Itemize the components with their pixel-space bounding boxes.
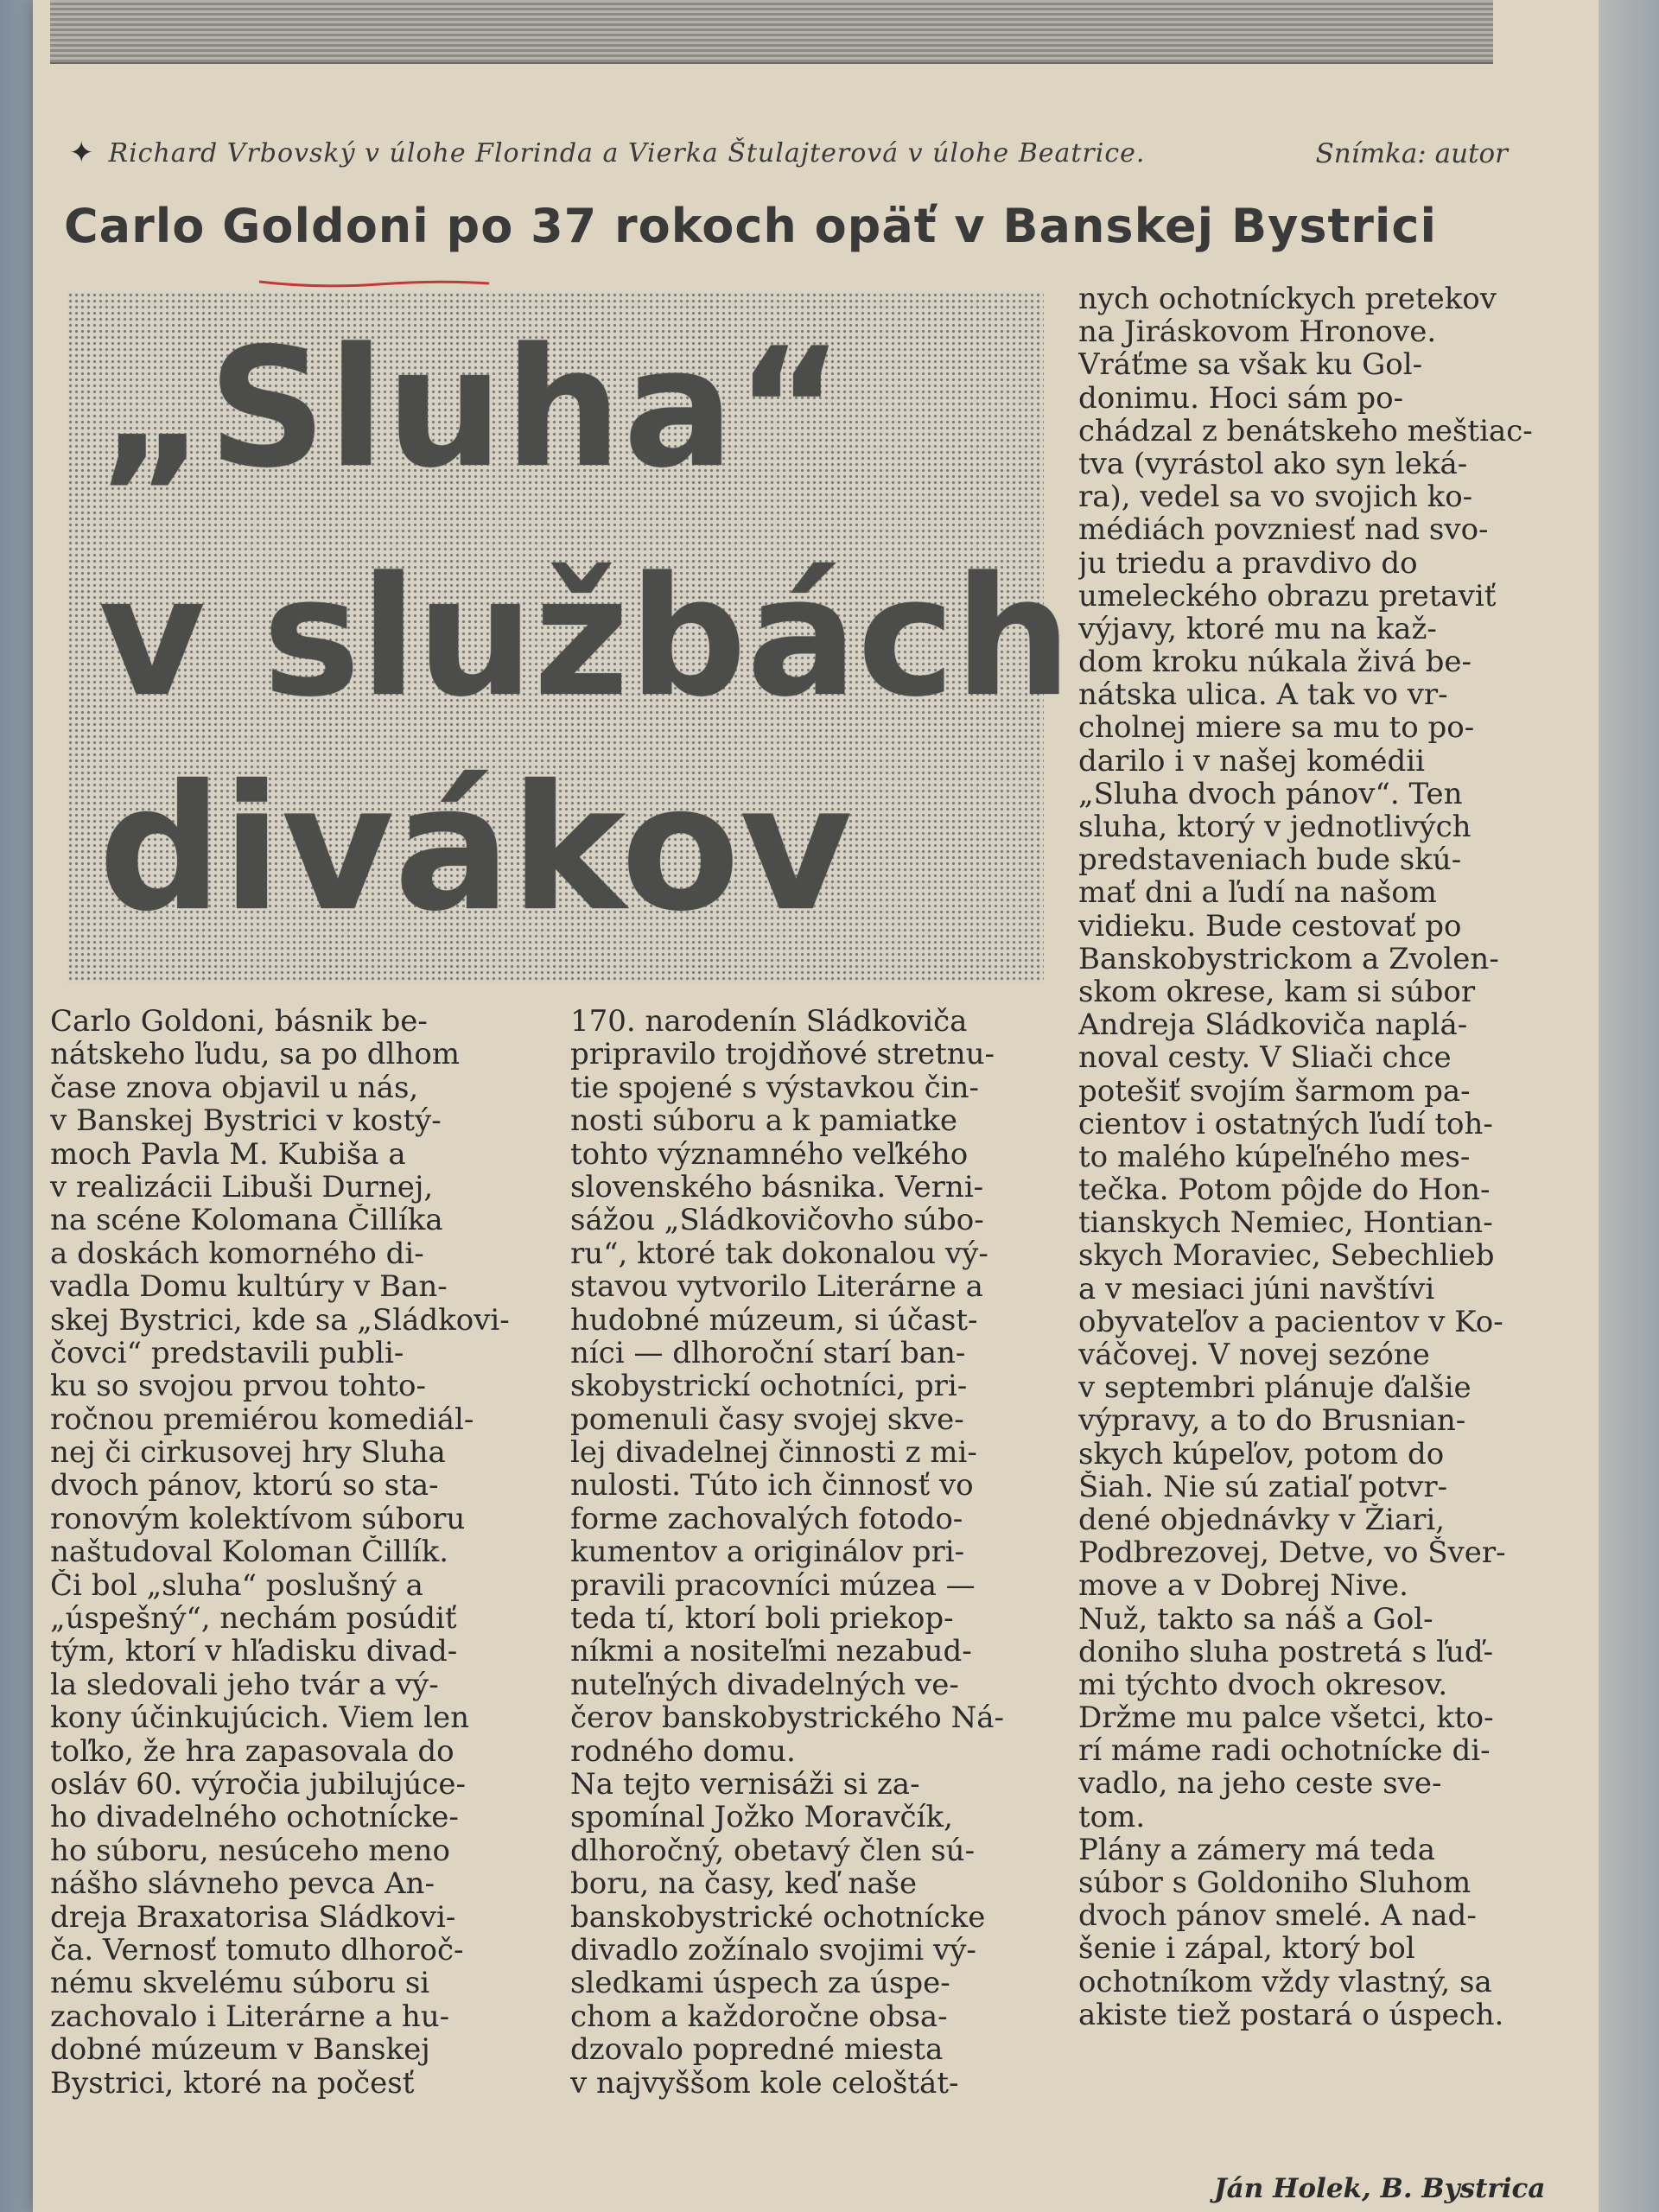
text-line: cholnej miere sa mu to po-: [1078, 711, 1475, 745]
text-line: mi týchto dvoch okresov.: [1078, 1668, 1448, 1702]
text-line: výpravy, a to do Brusnian-: [1078, 1404, 1466, 1438]
text-line: skych kúpeľov, potom do: [1078, 1437, 1445, 1471]
text-line: forme zachovalých fotodo-: [570, 1502, 963, 1536]
text-line: „Sluha dvoch pánov“. Ten: [1078, 777, 1463, 810]
text-line: tým, ktorí v hľadisku divad-: [50, 1635, 458, 1669]
text-line: dzovalo popredné miesta: [570, 2033, 944, 2067]
text-line: lej divadelnej činnosti z mi-: [570, 1436, 977, 1470]
text-line: naštudoval Koloman Čillík.: [50, 1535, 449, 1569]
text-line: nášho slávneho pevca An-: [50, 1867, 435, 1901]
text-line: tohto významného veľkého: [570, 1137, 969, 1171]
text-line: teda tí, ktorí boli priekop-: [570, 1602, 954, 1636]
text-line: slovenského básnika. Verni-: [570, 1170, 984, 1205]
text-line: na Jiráskovom Hronove.: [1078, 315, 1437, 349]
text-line: umeleckého obrazu pretaviť: [1078, 579, 1497, 613]
four-point-star-icon: ✦: [69, 136, 95, 170]
text-line: médiách povzniesť nad svo-: [1078, 513, 1489, 547]
text-line: níci — dlhoroční starí ban-: [570, 1336, 966, 1370]
text-line: vadlo, na jeho ceste sve-: [1078, 1767, 1442, 1801]
text-line: kumentov a originálov pri-: [570, 1535, 965, 1569]
text-line: kony účinkujúcich. Viem len: [50, 1701, 469, 1735]
text-line: váčovej. V novej sezóne: [1078, 1338, 1430, 1372]
text-line: dlhoročný, obetavý člen sú-: [570, 1834, 976, 1868]
text-line: tom.: [1078, 1800, 1146, 1834]
text-line: toľko, že hra zapasovala do: [50, 1734, 454, 1768]
text-line: to malého kúpeľného mes-: [1078, 1140, 1471, 1174]
text-line: banskobystrické ochotnícke: [570, 1900, 986, 1934]
text-line: chom a každoročne obsa-: [570, 1999, 948, 2034]
text-line: dom kroku núkala živá be-: [1078, 645, 1471, 679]
headline-box: [67, 292, 1072, 983]
text-line: chádzal z benátskeho meštiac-: [1078, 414, 1533, 448]
text-line: Podbrezovej, Detve, vo Šver-: [1078, 1536, 1506, 1570]
text-line: la sledovali jeho tvár a vý-: [50, 1668, 439, 1702]
text-line: čovci“ predstavili publi-: [50, 1336, 404, 1370]
text-line: Vráťme sa však ku Gol-: [1078, 348, 1423, 382]
text-line: mať dni a ľudí na našom: [1078, 876, 1437, 910]
text-line: v realizácii Libuši Durnej,: [50, 1170, 434, 1205]
text-line: dvoch pánov smelé. A nad-: [1078, 1899, 1477, 1933]
text-line: nému skvelému súboru si: [50, 1967, 430, 2000]
text-line: ča. Vernosť tomuto dlhoroč-: [50, 1933, 464, 1967]
text-line: súbor s Goldoniho Sluhom: [1078, 1866, 1471, 1900]
article-column-2: [570, 1005, 1046, 2100]
text-line: akiste tiež postará o úspech.: [1078, 1998, 1504, 2031]
text-line: vidieku. Bude cestovať po: [1078, 909, 1462, 943]
text-line: a doskách komorného di-: [50, 1236, 424, 1271]
text-line: tečka. Potom pôjde do Hon-: [1078, 1173, 1491, 1207]
text-line: ra), vedel sa vo svojich ko-: [1078, 480, 1473, 514]
text-line: nátska ulica. A tak vo vr-: [1078, 678, 1448, 712]
text-line: v septembri plánuje ďalšie: [1078, 1371, 1471, 1405]
text-line: cientov i ostatných ľudí toh-: [1078, 1107, 1493, 1141]
text-line: pravili pracovníci múzea —: [570, 1568, 976, 1603]
text-line: spomínal Jožko Moravčík,: [570, 1801, 953, 1834]
text-line: dreja Braxatorisa Sládkovi-: [50, 1900, 456, 1934]
text-line: dobné múzeum v Banskej: [50, 2033, 430, 2067]
photo-fragment: [50, 0, 1493, 64]
text-line: ho súboru, nesúceho meno: [50, 1834, 450, 1868]
headline-line-3: divákov: [99, 748, 853, 950]
article-column-3: [1078, 283, 1562, 2031]
text-line: Plány a zámery má teda: [1078, 1833, 1435, 1866]
text-line: pripravilo trojdňové stretnu-: [570, 1038, 995, 1071]
text-line: skych Moraviec, Sebechlieb: [1078, 1239, 1495, 1273]
text-line: nulosti. Túto ich činnosť vo: [570, 1469, 974, 1503]
text-line: sledkami úspech za úspe-: [570, 1967, 950, 2000]
text-line: Carlo Goldoni, básnik be-: [50, 1005, 428, 1039]
text-line: osláv 60. výročia jubilujúce-: [50, 1767, 467, 1802]
text-line: ku so svojou prvou tohto-: [50, 1370, 426, 1403]
photo-caption-text: Richard Vrbovský v úlohe Florinda a Vierka Štulajterová v úlohe Beatrice.: [108, 137, 1146, 168]
text-line: skobystrickí ochotníci, pri-: [570, 1370, 968, 1403]
text-line: ronovým kolektívom súboru: [50, 1502, 466, 1536]
text-line: nej či cirkusovej hry Sluha: [50, 1436, 446, 1470]
text-line: ru“, ktoré tak dokonalou vý-: [570, 1236, 988, 1271]
text-line: ju triedu a pravdivo do: [1078, 546, 1418, 580]
red-pencil-underline: [257, 278, 491, 289]
text-line: predstaveniach bude skú-: [1078, 843, 1462, 877]
text-line: „úspešný“, nechám posúdiť: [50, 1602, 457, 1636]
text-line: stavou vytvorilo Literárne a: [570, 1270, 983, 1304]
text-line: tva (vyrástol ako syn leká-: [1078, 447, 1468, 481]
text-line: boru, na časy, keď naše: [570, 1867, 918, 1901]
text-line: obyvateľov a pacientov v Ko-: [1078, 1305, 1503, 1338]
text-line: donimu. Hoci sám po-: [1078, 381, 1404, 415]
text-line: ročnou premiérou komediál-: [50, 1402, 474, 1437]
background-surface-right: [1599, 0, 1659, 2212]
article-kicker: Carlo Goldoni po 37 rokoch opäť v Banskej Bystrici: [64, 199, 1437, 253]
text-line: Držme mu palce všetci, kto-: [1078, 1701, 1494, 1735]
text-line: dené objednávky v Žiari,: [1078, 1503, 1446, 1537]
text-line: ochotníkom vždy vlastný, sa: [1078, 1965, 1492, 1999]
text-line: nátskeho ľudu, sa po dlhom: [50, 1038, 461, 1071]
text-line: čerov banskobystrického Ná-: [570, 1701, 1005, 1735]
text-line: moch Pavla M. Kubiša a: [50, 1137, 406, 1171]
article-column-1: [50, 1005, 525, 2100]
text-line: nosti súboru a k pamiatke: [570, 1104, 957, 1138]
text-line: Bystrici, ktoré na počesť: [50, 2066, 415, 2100]
text-line: tianskych Nemiec, Hontian-: [1078, 1206, 1493, 1240]
text-line: divadlo zožínalo svojimi vý-: [570, 1933, 976, 1967]
text-line: na scéne Kolomana Čillíka: [50, 1204, 443, 1237]
text-line: sluha, ktorý v jednotlivých: [1078, 810, 1471, 844]
text-line: níkmi a nositeľmi nezabud-: [570, 1635, 972, 1669]
text-line: a v mesiaci júni navštívi: [1078, 1272, 1435, 1306]
headline-line-1: „Sluha“: [99, 313, 846, 504]
text-line: vadla Domu kultúry v Ban-: [50, 1270, 448, 1304]
text-line: hudobné múzeum, si účast-: [570, 1303, 978, 1337]
text-line: rodného domu.: [570, 1734, 796, 1768]
text-line: move a v Dobrej Nive.: [1078, 1569, 1408, 1603]
text-line: Banskobystrickom a Zvolen-: [1078, 942, 1499, 976]
text-line: šenie i zápal, ktorý bol: [1078, 1932, 1415, 1966]
text-line: nych ochotníckych pretekov: [1078, 283, 1497, 316]
text-line: dvoch pánov, ktorú so sta-: [50, 1469, 439, 1503]
author-signature: Ján Holek, B. Bystrica: [1214, 2173, 1546, 2204]
text-line: darilo i v našej komédii: [1078, 744, 1426, 778]
text-line: Či bol „sluha“ poslušný a: [50, 1568, 423, 1603]
headline-line-2: v službách: [99, 542, 1072, 733]
text-line: skom okrese, kam si súbor: [1078, 975, 1476, 1009]
text-line: rí máme radi ochotnícke di-: [1078, 1734, 1491, 1768]
text-line: čase znova objavil u nás,: [50, 1071, 419, 1105]
text-line: Andreja Sládkoviča naplá-: [1078, 1008, 1468, 1042]
text-line: Na tejto vernisáži si za-: [570, 1767, 920, 1802]
text-line: Šiah. Nie sú zatiaľ potvr-: [1078, 1470, 1448, 1503]
text-line: doniho sluha postretá s ľuď-: [1078, 1635, 1494, 1669]
text-line: pomenuli časy svojej skve-: [570, 1402, 964, 1437]
text-line: noval cesty. V Sliači chce: [1078, 1041, 1452, 1075]
text-line: zachovalo i Literárne a hu-: [50, 1999, 450, 2034]
text-line: tie spojené s výstavkou čin-: [570, 1071, 979, 1105]
text-line: nuteľných divadelných ve-: [570, 1668, 959, 1702]
text-line: skej Bystrici, kde sa „Sládkovi-: [50, 1303, 510, 1337]
text-line: v najvyššom kole celoštát-: [570, 2066, 959, 2100]
text-line: sážou „Sládkovičovho súbo-: [570, 1204, 984, 1237]
text-line: ho divadelného ochotnícke-: [50, 1801, 459, 1834]
text-line: výjavy, ktoré mu na kaž-: [1078, 612, 1437, 646]
text-line: Nuž, takto sa náš a Gol-: [1078, 1602, 1433, 1636]
text-line: 170. narodenín Sládkoviča: [570, 1005, 968, 1039]
text-line: v Banskej Bystrici v kostý-: [50, 1104, 442, 1138]
text-line: potešiť svojím šarmom pa-: [1078, 1074, 1471, 1108]
photo-credit: Snímka: autor: [1315, 138, 1508, 169]
